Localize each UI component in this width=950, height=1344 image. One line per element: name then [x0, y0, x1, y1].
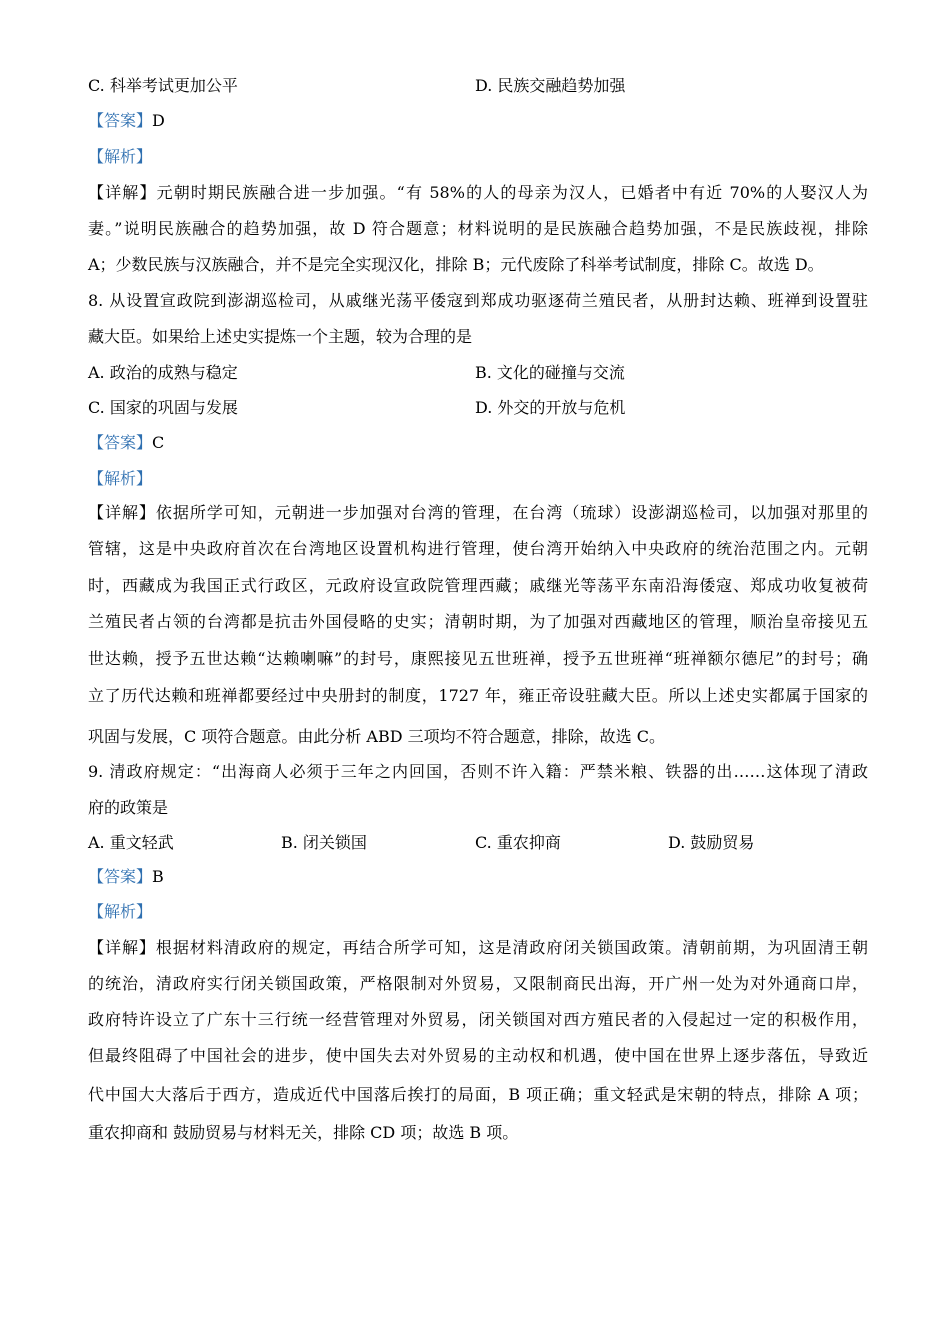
- q8-answer: [88, 433, 868, 453]
- q9-option-d: D. 鼓励贸易: [668, 833, 755, 852]
- q9-analysis: [88, 902, 868, 922]
- answer-label: 【答案】: [88, 111, 153, 130]
- q9-stem-line-1: 9. 清政府规定：“出海商人必须于三年之内回国，否则不许入籍：严禁米粮、铁器的出……这体现了清政: [88, 762, 868, 781]
- q8-option-c: C. 国家的巩固与发展: [88, 398, 238, 417]
- detail-label: 【详解】: [88, 503, 156, 522]
- q8-detail-line-6: 立了历代达赖和班禅都要经过中央册封的制度，1727 年，雍正帝设驻藏大臣。所以上述史实都属于国家的: [88, 686, 868, 705]
- q8-stem-line-2: 藏大臣。如果给上述史实提炼一个主题，较为合理的是: [88, 327, 473, 346]
- q9-detail-line-3: 政府特许设立了广东十三行统一经营管理对外贸易，闭关锁国对西方殖民者的入侵起过一定的积极作用，: [88, 1010, 868, 1029]
- q8-detail-line-2: 管辖，这是中央政府首次在台湾地区设置机构进行管理，使台湾开始纳入中央政府的统治范围之内。元朝: [88, 539, 868, 558]
- q9-detail-line-1: [88, 938, 868, 958]
- q9-detail-line-2: 的统治，清政府实行闭关锁国政策，严格限制对外贸易，又限制商民出海，开广州一处为对外通商口岸，: [88, 974, 868, 993]
- q8-option-d: D. 外交的开放与危机: [475, 398, 626, 417]
- detail-text: 根据材料清政府的规定，再结合所学可知，这是清政府闭关锁国政策。清朝前期，为巩固清王朝: [155, 938, 868, 957]
- q7-option-c: C. 科举考试更加公平: [88, 76, 238, 95]
- q8-stem-line-1: 8. 从设置宣政院到澎湖巡检司，从戚继光荡平倭寇到郑成功驱逐荷兰殖民者，从册封达赖、班禅到设置驻: [88, 291, 868, 310]
- q8-analysis: [88, 469, 868, 489]
- q8-detail-line-5: 世达赖，授予五世达赖“达赖喇嘛”的封号，康熙接见五世班禅，授予五世班禅“班禅额尔德尼”的封号；确: [88, 649, 868, 668]
- q9-stem-line-2: 府的政策是: [88, 798, 169, 817]
- q9-option-b: B. 闭关锁国: [281, 833, 367, 852]
- q7-option-d: D. 民族交融趋势加强: [475, 76, 626, 95]
- analysis-label: 【解析】: [88, 902, 153, 921]
- q7-detail-line-3: A；少数民族与汉族融合，并不是完全实现汉化，排除 B；元代废除了科举考试制度，排除 C。故选 D。: [88, 255, 824, 274]
- q9-option-c: C. 重农抑商: [475, 833, 561, 852]
- answer-value: B: [152, 867, 164, 886]
- q9-option-a: A. 重文轻武: [88, 833, 174, 852]
- answer-value: C: [152, 433, 165, 452]
- q9-detail-line-4: 但最终阻碍了中国社会的进步，使中国失去对外贸易的主动权和机遇，使中国在世界上逐步落伍，导致近: [88, 1046, 868, 1065]
- detail-text: 依据所学可知，元朝进一步加强对台湾的管理，在台湾（琉球）设澎湖巡检司，以加强对那里的: [155, 503, 868, 522]
- analysis-label: 【解析】: [88, 147, 153, 166]
- q8-option-b: B. 文化的碰撞与交流: [475, 363, 625, 382]
- q7-analysis: [88, 147, 868, 167]
- q9-answer: [88, 867, 868, 887]
- detail-label: 【详解】: [88, 938, 156, 957]
- answer-value: D: [152, 111, 165, 130]
- q8-detail-line-3: 时，西藏成为我国正式行政区，元政府设宣政院管理西藏；戚继光等荡平东南沿海倭寇、郑成功收复被荷: [88, 576, 868, 595]
- analysis-label: 【解析】: [88, 469, 153, 488]
- q8-detail-line-1: [88, 503, 868, 523]
- q8-detail-line-7: 巩固与发展，C 项符合题意。由此分析 ABD 三项均不符合题意，排除，故选 C。: [88, 727, 665, 746]
- q8-detail-line-4: 兰殖民者占领的台湾都是抗击外国侵略的史实；清朝时期，为了加强对西藏地区的管理，顺治皇帝接见五: [88, 612, 868, 631]
- q7-detail-line-1: [88, 183, 868, 203]
- q9-detail-line-6: 重农抑商和 鼓励贸易与材料无关，排除 CD 项；故选 B 项。: [88, 1123, 519, 1142]
- q8-option-a: A. 政治的成熟与稳定: [88, 363, 238, 382]
- q7-answer: [88, 111, 868, 131]
- q9-detail-line-5: 代中国大大落后于西方，造成近代中国落后挨打的局面，B 项正确；重文轻武是宋朝的特点，排除 A 项；: [88, 1085, 868, 1104]
- answer-label: 【答案】: [88, 433, 153, 452]
- answer-label: 【答案】: [88, 867, 153, 886]
- detail-label: 【详解】: [88, 183, 157, 202]
- q7-detail-line-2: 妻。”说明民族融合的趋势加强，故 D 符合题意；材料说明的是民族融合趋势加强，不是民族歧视，排除: [88, 219, 868, 238]
- detail-text: 元朝时期民族融合进一步加强。“有 58%的人的母亲为汉人，已婚者中有近 70%的人娶汉人为: [156, 183, 868, 202]
